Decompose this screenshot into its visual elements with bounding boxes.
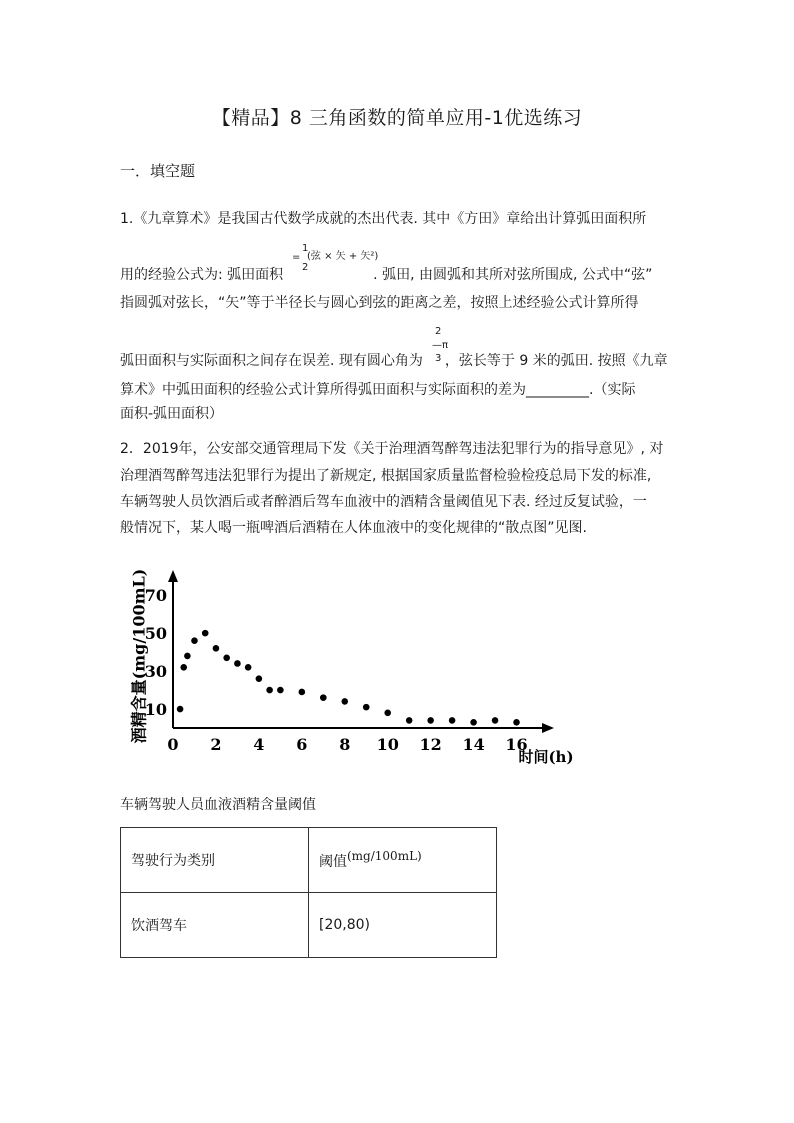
data-point: [180, 664, 187, 671]
x-tick-label: 14: [462, 735, 485, 754]
q2-line1: 2．2019年，公安部交通管理局下发《关于治理酒驾醉驾违法犯罪行为的指导意见》, 对: [120, 441, 664, 457]
data-point: [245, 664, 252, 671]
data-point: [384, 710, 391, 717]
data-point: [427, 717, 434, 724]
data-point: [191, 637, 198, 644]
data-point: [320, 694, 327, 701]
x-tick-label: 0: [167, 735, 179, 754]
data-point: [177, 706, 184, 713]
y-tick-label: 70: [144, 586, 167, 606]
x-tick-label: 6: [296, 735, 308, 754]
x-tick-label: 2: [210, 735, 222, 754]
y-axis-label: 酒精含量(mg/100mL): [129, 568, 149, 744]
x-tick-label: 4: [253, 735, 265, 754]
chart-svg: [118, 560, 578, 770]
angle-numerator: 2: [435, 326, 442, 337]
row-category: 饮酒驾车: [121, 893, 309, 958]
data-point: [266, 687, 273, 694]
data-point: [277, 687, 284, 694]
data-point: [256, 675, 263, 682]
header-threshold-label: 阈值: [319, 854, 347, 870]
angle-denominator: 3: [435, 353, 442, 364]
formula-parenthesis: (弦 × 矢 + 矢²): [307, 251, 379, 262]
header-threshold: [309, 828, 497, 893]
header-threshold-unit: (mg/100mL): [347, 849, 422, 863]
y-tick-label: 10: [144, 700, 167, 720]
q1-line5: 算术》中弧田面积的经验公式计算所得弧田面积与实际面积的差为_________.（实际: [120, 382, 636, 398]
q1-line1: 1.《九章算术》是我国古代数学成就的杰出代表. 其中《方田》章给出计算弧田面积所: [120, 211, 647, 227]
threshold-table: [120, 827, 497, 958]
q1-line2-start: 用的经验公式为: 弧田面积: [120, 267, 284, 283]
data-point: [341, 698, 348, 705]
q1-line3: 指圆弧对弦长，“矢”等于半径长与圆心到弦的距离之差，按照上述经验公式计算所得: [120, 295, 639, 311]
x-tick-label: 8: [339, 735, 351, 754]
formula-numerator: 1: [302, 243, 309, 254]
data-point: [213, 645, 220, 652]
table-header-row: [121, 828, 497, 893]
y-tick-label: 30: [144, 662, 167, 682]
angle-pi: —π: [432, 340, 449, 351]
formula-denominator: 2: [302, 262, 309, 273]
formula-equals: =: [292, 252, 301, 263]
x-tick-label: 12: [419, 735, 442, 754]
data-point: [513, 719, 520, 726]
x-tick-label: 16: [505, 735, 528, 754]
q1-line6: 面积-弧田面积）: [120, 406, 224, 422]
q1-line2: [120, 268, 680, 282]
data-point: [299, 689, 306, 696]
table-caption: 车辆驾驶人员血液酒精含量阈值: [120, 797, 316, 813]
y-axis-arrow: [168, 570, 178, 582]
data-point: [406, 717, 413, 724]
table-row: [121, 893, 497, 958]
data-point: [184, 653, 191, 660]
y-tick-label: 50: [144, 624, 167, 644]
data-point: [363, 704, 370, 711]
data-point: [492, 717, 499, 724]
scatter-chart: [118, 560, 578, 770]
x-tick-label: 10: [376, 735, 399, 754]
data-point: [449, 717, 456, 724]
section-heading: 一．填空题: [120, 162, 196, 180]
x-axis-arrow: [542, 723, 554, 733]
q1-line4-end: ，弦长等于 9 米的弧田. 按照《九章: [444, 353, 668, 369]
page-title: 【精品】8 三角函数的简单应用-1优选练习: [211, 107, 583, 129]
q1-line4: [120, 354, 680, 368]
q2-line2: 治理酒驾醉驾违法犯罪行为提出了新规定, 根据国家质量监督检验检疫总局下发的标准,: [120, 468, 652, 484]
x-axis-label: 时间(h): [518, 748, 574, 766]
q1-line2-end: . 弧田, 由圆弧和其所对弦所围成, 公式中“弦”: [373, 267, 653, 283]
row-threshold: [20,80): [309, 893, 497, 958]
data-point: [223, 654, 230, 661]
data-point: [470, 719, 477, 726]
data-point: [202, 630, 209, 637]
q1-line4-start: 弧田面积与实际面积之间存在误差. 现有圆心角为: [120, 353, 423, 369]
header-category: 驾驶行为类别: [121, 828, 309, 893]
data-point: [234, 660, 241, 667]
q2-line3: 车辆驾驶人员饮酒后或者醉酒后驾车血液中的酒精含量阈值见下表. 经过反复试验，一: [120, 494, 647, 510]
q2-line4: 般情况下，某人喝一瓶啤酒后酒精在人体血液中的变化规律的“散点图”见图.: [120, 520, 587, 536]
